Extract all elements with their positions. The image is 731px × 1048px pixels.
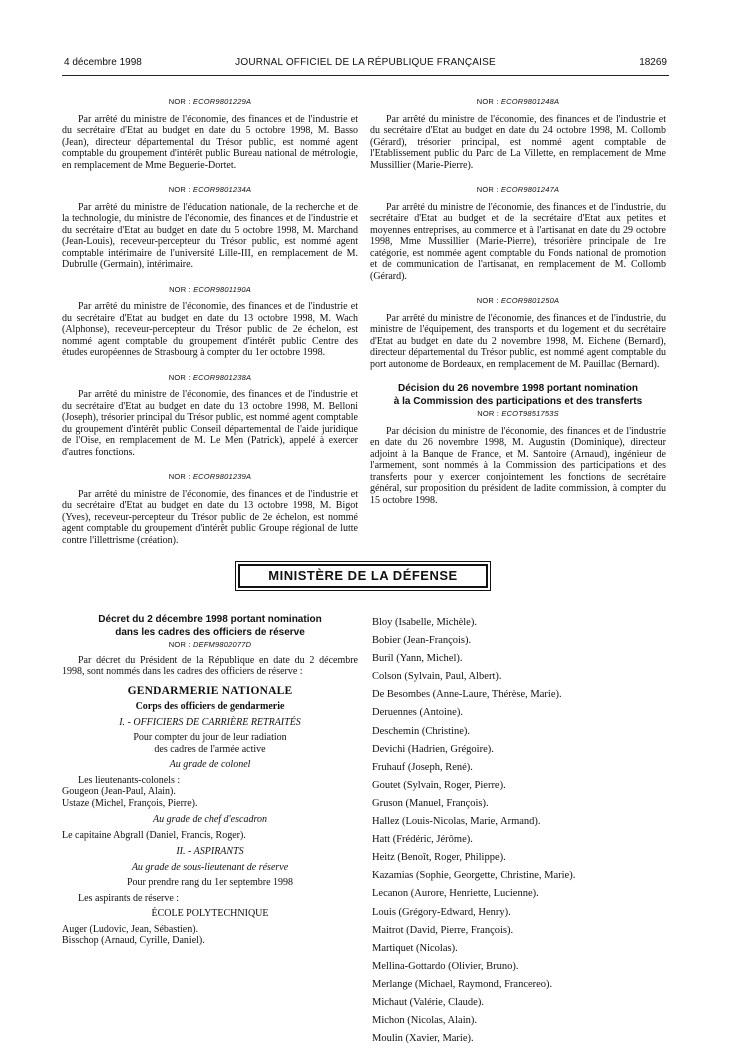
name-entry: Kazamias (Sophie, Georgette, Christine, Marie). bbox=[372, 870, 576, 882]
arrete-text: Par arrêté du ministre de l'économie, des finances et de l'industrie, du secrétaire d'Etat au budget et de la secrétaire d'Etat aux petites et moyennes entreprises, au commerce et à l'artisanat en date du 29 octobre 1998, Mme Mussillier (Marie-Pierre), trésorière principale de 1re catégorie, est nommée agent comptable du Fonds national de promotion et de communication de l'artisanat, en remplacement de M. Collomb (Gérard). bbox=[370, 201, 666, 282]
nor-reference: NOR : ECOT9851753S bbox=[477, 409, 559, 418]
grade-colonel-heading: Au grade de colonel bbox=[169, 759, 251, 770]
name-entry: Auger (Ludovic, Jean, Sébastien). bbox=[62, 923, 199, 935]
lieutenants-colonels-label: Les lieutenants-colonels : bbox=[78, 774, 181, 786]
name-entry: De Besombes (Anne-Laure, Thérèse, Marie). bbox=[372, 689, 562, 701]
name-entry: Maitrot (David, Pierre, François). bbox=[372, 924, 514, 936]
name-entry: Ustaze (Michel, François, Pierre). bbox=[62, 797, 198, 809]
nor-reference: NOR : ECOR9801229A bbox=[168, 97, 252, 106]
nor-reference: NOR : ECOR9801248A bbox=[476, 97, 560, 106]
name-entry: Gruson (Manuel, François). bbox=[372, 797, 489, 809]
pour-compter-line1: Pour compter du jour de leur radiation bbox=[133, 732, 287, 743]
nor-reference: NOR : ECOR9801239A bbox=[168, 472, 252, 481]
arrete-text: Par arrêté du ministre de l'économie, des finances et de l'industrie, du ministre de l'équipement, des transports et du logement et du secrétaire d'Etat au budget en date du 2 novembre 1998, M. Eichene (Bernard), directeur départemental du Trésor public, est nommé agent comptable du port autonome de Bordeaux, en remplacement de M. Pauillac (Bernard). bbox=[370, 312, 666, 370]
name-entry: Heitz (Benoît, Roger, Philippe). bbox=[372, 852, 506, 864]
name-entry: Colson (Sylvain, Paul, Albert). bbox=[372, 671, 502, 683]
name-entry: Fruhauf (Joseph, René). bbox=[372, 761, 473, 773]
name-entry: Buril (Yann, Michel). bbox=[372, 653, 463, 665]
nor-reference: NOR : ECOR9801238A bbox=[168, 372, 252, 382]
name-entry: Lecanon (Aurore, Henriette, Lucienne). bbox=[372, 888, 539, 900]
decision-title-line2: à la Commission des participations et des transferts bbox=[393, 395, 643, 407]
nor-reference: NOR : ECOR9801250A bbox=[476, 296, 560, 305]
name-entry: Moulin (Xavier, Marie). bbox=[372, 1033, 474, 1045]
gendarmerie-heading: GENDARMERIE NATIONALE bbox=[127, 684, 293, 697]
decret-section bbox=[62, 614, 358, 947]
name-entry: Louis (Grégory-Edward, Henry). bbox=[372, 906, 511, 918]
name-entry: Devichi (Hadrien, Grégoire). bbox=[372, 743, 494, 755]
arrete-text: Par arrêté du ministre de l'économie, des finances et de l'industrie et du secrétaire d'Etat au budget en date du 13 octobre 1998, M. Belloni (Joseph), trésorier principal du Trésor public, est nommé agent comptable du groupement d'intérêt public Conseil départemental de l'aide juridique de l'Oise, en remplacement de M. Le Men (Patrick), appelé à exercer d'autres fonctions. bbox=[62, 389, 358, 458]
arrete-block bbox=[370, 96, 666, 171]
name-entry: Hallez (Louis-Nicolas, Marie, Armand). bbox=[372, 816, 541, 828]
name-entry: Gougeon (Jean-Paul, Alain). bbox=[62, 786, 176, 797]
name-entry: Martiquet (Nicolas). bbox=[372, 942, 458, 954]
arrete-text: Par arrêté du ministre de l'économie, des finances et de l'industrie et du secrétaire d'Etat au budget en date du 13 octobre 1998, M. Wach (Alphonse), receveur-percepteur du Trésor public de 2e échelon, est nommé agent comptable du groupement d'intérêt public Centre des études européennes de Strasbourg à compter du 1er octobre 1998. bbox=[62, 301, 358, 358]
decision-title-line1: Décision du 26 novembre 1998 portant nomination bbox=[397, 383, 639, 394]
left-column bbox=[62, 96, 358, 559]
ecole-polytechnique-heading: ÉCOLE POLYTECHNIQUE bbox=[151, 908, 269, 919]
arrete-block bbox=[62, 471, 358, 546]
name-entry: Bobier (Jean-François). bbox=[372, 635, 472, 647]
name-entry: Mellina-Gottardo (Olivier, Bruno). bbox=[372, 960, 519, 972]
nor-reference: NOR : ECOR9801234A bbox=[168, 185, 252, 194]
name-entry: Michon (Nicolas, Alain). bbox=[372, 1015, 477, 1027]
arrete-block bbox=[62, 284, 358, 359]
name-entry: Deruennes (Antoine). bbox=[372, 707, 463, 719]
aspirants-label: Les aspirants de réserve : bbox=[78, 892, 180, 904]
name-entry: Merlange (Michael, Raymond, Francereo). bbox=[372, 978, 553, 990]
pour-prendre-rang: Pour prendre rang du 1er septembre 1998 bbox=[126, 877, 294, 888]
name-entry: Goutet (Sylvain, Roger, Pierre). bbox=[372, 779, 506, 791]
section-officiers-retraites: I. - OFFICIERS DE CARRIÈRE RETRAITÉS bbox=[119, 716, 301, 728]
name-entry: Bisschop (Arnaud, Cyrille, Daniel). bbox=[62, 935, 205, 946]
header-journal-title: JOURNAL OFFICIEL DE LA RÉPUBLIQUE FRANÇAISE bbox=[235, 57, 496, 68]
pour-compter-line2: des cadres de l'armée active bbox=[154, 743, 266, 755]
grade-sous-lieutenant-heading: Au grade de sous-lieutenant de réserve bbox=[131, 861, 289, 873]
decision-block bbox=[370, 383, 666, 506]
name-entry: Hatt (Frédéric, Jérôme). bbox=[372, 834, 473, 846]
arrete-text: Par arrêté du ministre de l'économie, des finances et de l'industrie et du secrétaire d'Etat au budget en date du 5 octobre 1998, M. Basso (Jean), directeur départemental du Trésor public, est nommé agent comptable du groupement d'intérêt public Bureau national de métrologie, en remplacement de Mme Beguerie-Dortet. bbox=[62, 113, 358, 171]
arrete-block bbox=[370, 184, 666, 282]
nor-reference: NOR : DEFM9802077D bbox=[168, 640, 252, 649]
arrete-text: Par arrêté du ministre de l'économie, des finances et de l'industrie et du secrétaire d'Etat au budget en date du 24 octobre 1998, M. Collomb (Gérard), trésorier principal, est nommé agent comptable de l'Etablissement public du Parc de La Villette, en remplacement de Mme Mussillier (Marie-Pierre). bbox=[370, 113, 666, 171]
decret-title-line1: Décret du 2 décembre 1998 portant nomination bbox=[98, 614, 322, 625]
arrete-block bbox=[62, 184, 358, 271]
capitaine-entry: Le capitaine Abgrall (Daniel, Francis, Roger). bbox=[62, 829, 246, 841]
nor-reference: NOR : ECOR9801247A bbox=[476, 185, 560, 194]
decision-text: Par décision du ministre de l'économie, des finances et de l'industrie en date du 26 novembre 1998, M. Augustin (Dominique), directeur adjoint à la Banque de France, et M. Santoire (Arnaud), ingénieur de l'armement, sont nommés à la Commission des participations et des transferts pour y exercer conjointement les fonctions de secrétaire général, sur proposition du président de ladite commission, à compter du 15 octobre 1998. bbox=[370, 425, 666, 506]
header-date: 4 décembre 1998 bbox=[64, 57, 142, 68]
page-header bbox=[62, 57, 669, 76]
corps-heading: Corps des officiers de gendarmerie bbox=[135, 701, 285, 712]
name-entry: Michaut (Valérie, Claude). bbox=[372, 996, 484, 1008]
arrete-block bbox=[370, 295, 666, 370]
nor-reference: NOR : ECOR9801190A bbox=[169, 284, 251, 294]
arrete-text: Par arrêté du ministre de l'éducation nationale, de la recherche et de la technologie, du ministre de l'économie, des finances et de l'industrie et du secrétaire d'Etat au budget en date du 5 octobre 1998, M. Marchand (Jean-Louis), receveur-percepteur du Trésor public, est nommé agent comptable intérimaire de l'université Lille-III, en remplacement de M. Dubrulle (Germain), intérimaire. bbox=[62, 201, 358, 270]
grade-chef-escadron-heading: Au grade de chef d'escadron bbox=[153, 814, 267, 825]
arrete-text: Par arrêté du ministre de l'économie, des finances et de l'industrie et du secrétaire d'Etat au budget en date du 13 octobre 1998, M. Bigot (Yves), receveur-percepteur du Trésor public de 2e échelon, est nommé agent comptable du groupement d'intérêt public Groupe régional de lutte contre l'illettrisme (création). bbox=[62, 488, 358, 546]
names-list bbox=[372, 614, 668, 1048]
right-column bbox=[370, 96, 666, 519]
arrete-block bbox=[62, 372, 358, 459]
header-page-number: 18269 bbox=[639, 57, 667, 68]
decret-title-line2: dans les cadres des officiers de réserve bbox=[115, 626, 305, 638]
section-aspirants: II. - ASPIRANTS bbox=[176, 846, 244, 857]
name-entry: Bloy (Isabelle, Michèle). bbox=[372, 617, 477, 628]
arrete-block bbox=[62, 96, 358, 171]
name-entry: Deschemin (Christine). bbox=[372, 725, 470, 737]
decret-intro: Par décret du Président de la République en date du 2 décembre 1998, sont nommés dans les cadres des officiers de réserve : bbox=[62, 654, 358, 677]
ministry-heading: MINISTÈRE DE LA DÉFENSE bbox=[238, 564, 488, 588]
